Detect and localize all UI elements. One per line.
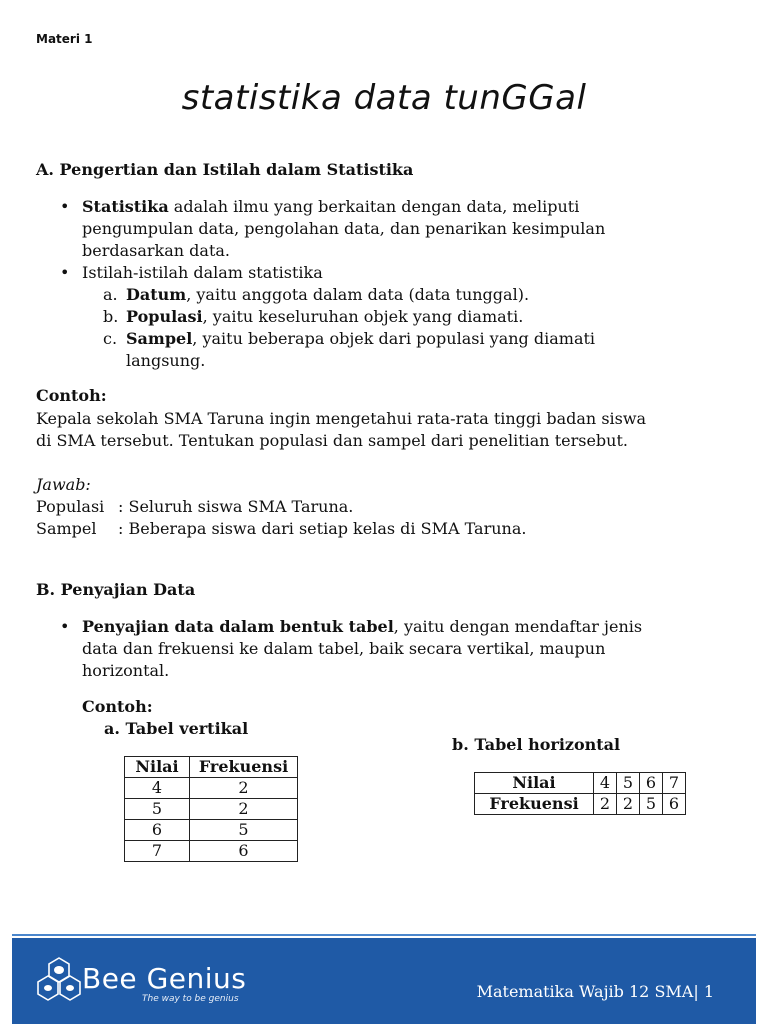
bullet-istilah: Istilah-istilah dalam statistika	[82, 263, 323, 282]
cell-nilai: 7	[663, 773, 686, 794]
cell-nilai: 6	[640, 773, 663, 794]
populasi-label: Populasi	[36, 497, 105, 516]
bullet-penyajian-line2: data dan frekuensi ke dalam tabel, baik secara vertikal, maupun	[82, 639, 606, 658]
bullet-statistika-line1: adalah ilmu yang berkaitan dengan data, meliputi	[168, 197, 580, 216]
jawab-label: Jawab:	[36, 475, 91, 494]
table-header-row	[125, 757, 298, 778]
vertical-table-label: a. Tabel vertikal	[104, 719, 249, 738]
bullet-dot: •	[60, 617, 70, 636]
cell-nilai: 6	[125, 820, 190, 841]
term-sampel: Sampel	[126, 329, 193, 348]
term-penyajian: Penyajian data dalam bentuk tabel	[82, 617, 394, 636]
vertical-table	[124, 756, 298, 862]
populasi-value: : Seluruh siswa SMA Taruna.	[118, 497, 354, 516]
brand-tagline: The way to be genius	[142, 994, 239, 1004]
item-datum-text: , yaitu anggota dalam data (data tunggal).	[186, 285, 530, 304]
cell-frekuensi: 2	[190, 778, 298, 799]
cell-frekuensi: 6	[190, 841, 298, 862]
section-a-heading: A. Pengertian dan Istilah dalam Statistika	[36, 160, 414, 179]
bullet-penyajian-line3: horizontal.	[82, 661, 170, 680]
cell-frekuensi: 5	[190, 820, 298, 841]
sampel-value: : Beberapa siswa dari setiap kelas di SMA Taruna.	[118, 519, 527, 538]
item-marker-c: c.	[103, 329, 118, 348]
bullet-dot: •	[60, 197, 70, 216]
cell-nilai: 7	[125, 841, 190, 862]
term-populasi: Populasi	[126, 307, 203, 326]
cell-frekuensi: 2	[190, 799, 298, 820]
table-row	[475, 794, 686, 815]
table-row	[125, 820, 298, 841]
bee-logo-icon	[36, 954, 82, 1004]
term-datum: Datum	[126, 285, 187, 304]
item-datum	[126, 284, 529, 306]
bullet-statistika-line3: berdasarkan data.	[82, 241, 230, 260]
contoh-text	[36, 408, 736, 452]
bullet-penyajian-line1: , yaitu dengan mendaftar jenis	[393, 617, 643, 636]
item-sampel-text2: langsung.	[126, 351, 206, 370]
horizontal-table-label: b. Tabel horizontal	[452, 735, 621, 754]
item-populasi	[126, 306, 523, 328]
cell-nilai: 4	[594, 773, 617, 794]
item-populasi-text: , yaitu keseluruhan objek yang diamati.	[202, 307, 524, 326]
table-row	[125, 841, 298, 862]
item-sampel	[126, 328, 595, 372]
cell-nilai: 4	[125, 778, 190, 799]
contoh-b-label: Contoh:	[82, 697, 153, 716]
brand-name: Bee Genius	[82, 962, 247, 995]
footer-divider	[12, 934, 756, 936]
cell-frekuensi: 5	[640, 794, 663, 815]
sampel-label: Sampel	[36, 519, 97, 538]
cell-frekuensi: 2	[617, 794, 640, 815]
table-row	[475, 773, 686, 794]
page-footer-label: Matematika Wajib 12 SMA| 1	[476, 982, 714, 1001]
contoh-line1: Kepala sekolah SMA Taruna ingin mengetahui rata-rata tinggi badan siswa	[36, 409, 647, 428]
header-frekuensi-h: Frekuensi	[475, 794, 594, 815]
bullet-dot: •	[60, 263, 70, 282]
page-title: statistika data tunGGal	[181, 78, 587, 118]
header-nilai: Nilai	[125, 757, 190, 778]
item-marker-b: b.	[103, 307, 119, 326]
term-statistika: Statistika	[82, 197, 169, 216]
bullet-penyajian	[82, 616, 732, 682]
item-sampel-text: , yaitu beberapa objek dari populasi yang diamati	[192, 329, 596, 348]
bullet-statistika-line2: pengumpulan data, pengolahan data, dan penarikan kesimpulan	[82, 219, 606, 238]
cell-frekuensi: 6	[663, 794, 686, 815]
bullet-statistika	[82, 196, 722, 262]
header-nilai-h: Nilai	[475, 773, 594, 794]
cell-nilai: 5	[125, 799, 190, 820]
cell-frekuensi: 2	[594, 794, 617, 815]
horizontal-table	[474, 772, 686, 815]
cell-nilai: 5	[617, 773, 640, 794]
contoh-line2: di SMA tersebut. Tentukan populasi dan sampel dari penelitian tersebut.	[36, 431, 628, 450]
item-marker-a: a.	[103, 285, 118, 304]
table-row	[125, 799, 298, 820]
contoh-label: Contoh:	[36, 386, 107, 405]
materi-label: Materi 1	[36, 32, 93, 46]
table-row	[125, 778, 298, 799]
section-b-heading: B. Penyajian Data	[36, 580, 196, 599]
header-frekuensi: Frekuensi	[190, 757, 298, 778]
